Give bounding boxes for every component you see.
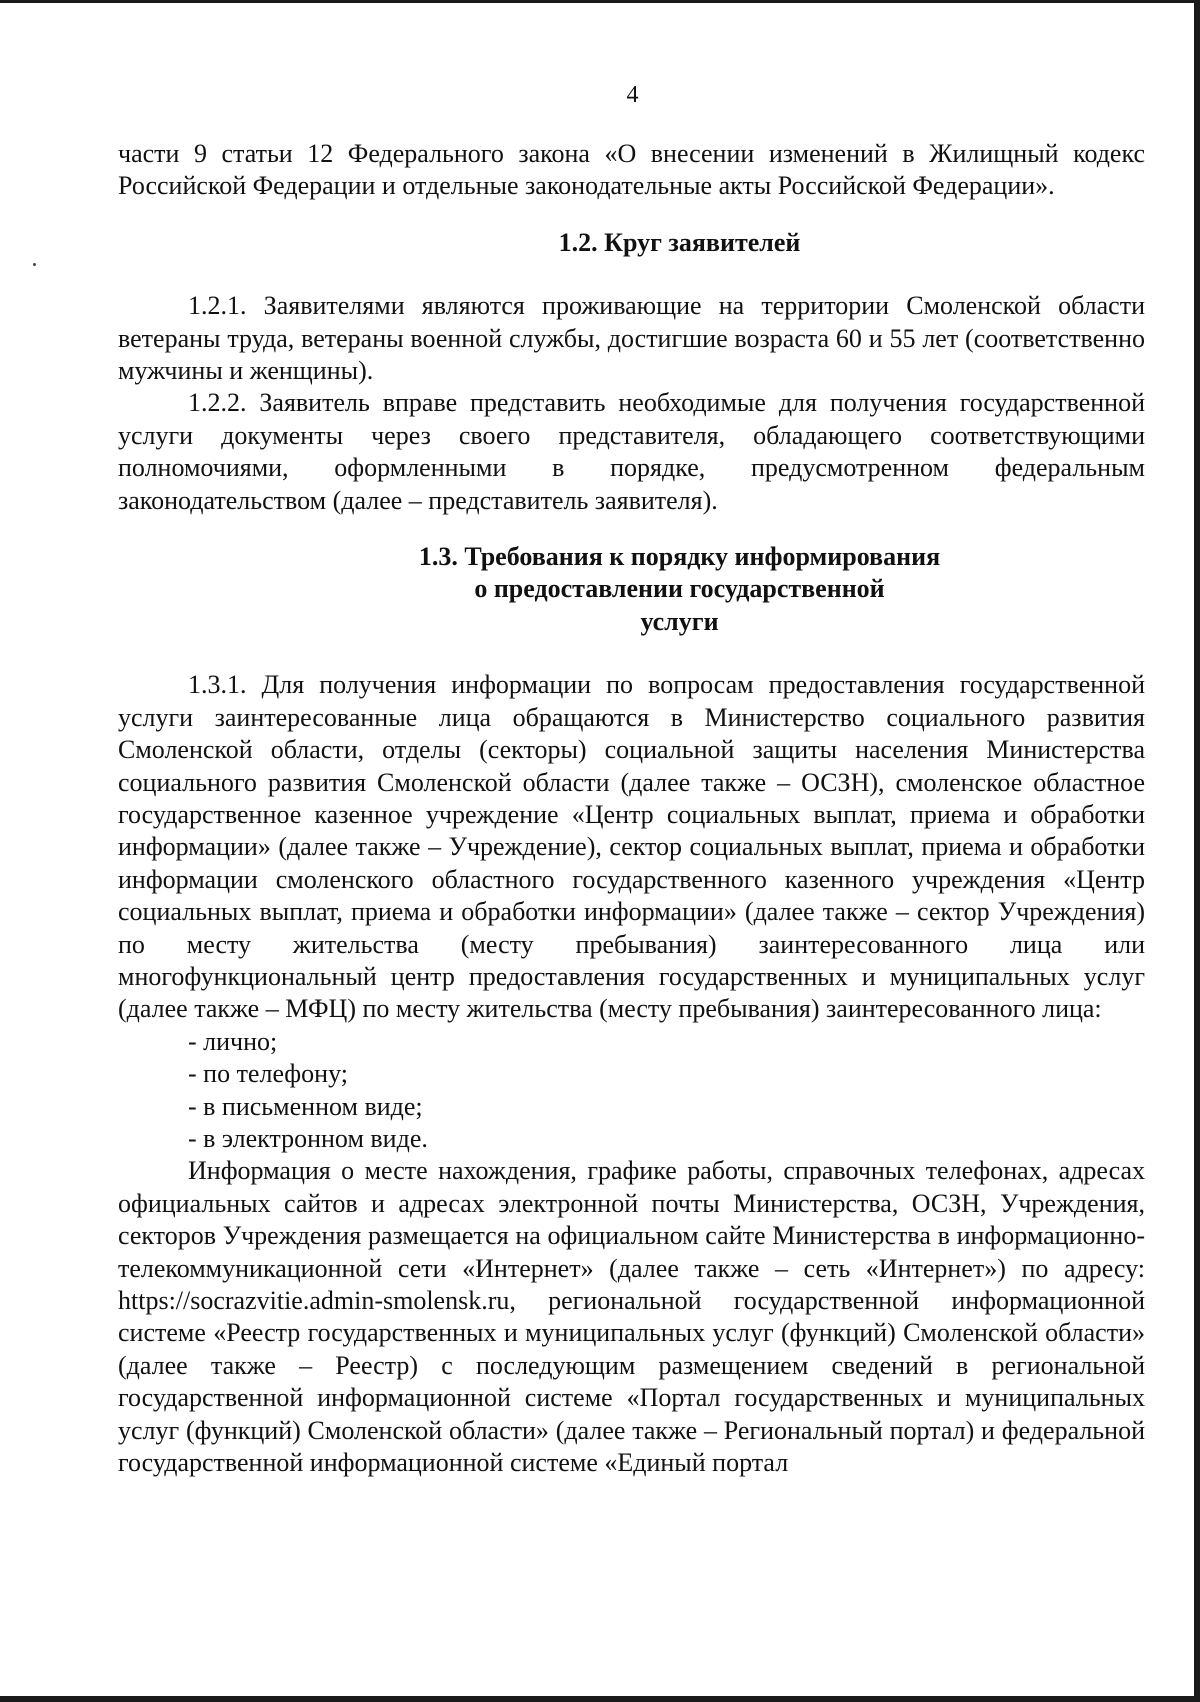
scan-edge-top: [0, 0, 1200, 3]
section-heading-1-2: 1.2. Круг заявителей: [558, 227, 801, 257]
scan-speck: [33, 263, 36, 266]
section-heading-1-3-line-1: 1.3. Требования к порядку информирования: [418, 542, 941, 572]
scan-edge-bottom: [0, 1696, 1200, 1702]
paragraph-1-2-2: 1.2.2. Заявитель вправе представить необходимые для получения государственной услуги документы через своего представителя, обладающего соответствующими полномочиями, оформленными в порядке, предусмотренном федеральным законодательством (далее – представитель заявителя).: [118, 388, 1145, 515]
paragraph-1-2-1: 1.2.1. Заявителями являются проживающие на территории Смоленской области ветераны труда, ветераны военной службы, достигшие возраста 60 и 55 лет (соответственно мужчины и женщины).: [118, 291, 1145, 386]
section-heading-1-3-line-2: о предоставлении государственной: [474, 574, 885, 604]
document-body: [118, 138, 1145, 1479]
contact-method-item: - в письменном виде;: [188, 1091, 423, 1121]
paragraph-information-location: Информация о месте нахождения, графике работы, справочных телефонах, адресах официальных сайтов и адресах электронной почты Министерства, ОСЗН, Учреждения, секторов Учреждения размещается на официальном сайте Министерства в информационно-телекоммуникационной сети «Интернет» (далее также – сеть «Интернет») по адресу: https://socrazvitie.admin-smolensk.ru, региональной государственной информационной системе «Реестр государственных и муниципальных услуг (функций) Смоленской области» (далее также – Реестр) с последующим размещением сведений в региональной государственной информационной системе «Портал государственных и муниципальных услуг (функций) Смоленской области» (далее также – Региональный портал) и федеральной государственной информационной системе «Единый портал: [118, 1156, 1145, 1478]
section-heading-1-3-line-3: услуги: [640, 606, 719, 636]
page-number: 4: [626, 82, 639, 108]
contact-method-item: - в электронном виде.: [188, 1123, 428, 1153]
paragraph-1-3-1: 1.3.1. Для получения информации по вопросам предоставления государственной услуги заинтересованные лица обращаются в Министерство социального развития Смоленской области, отделы (секторы) социальной защиты населения Министерства социального развития Смоленской области (далее также – ОСЗН), смоленское областное государственное казенное учреждение «Центр социальных выплат, приема и обработки информации» (далее также – Учреждение), сектор социальных выплат, приема и обработки информации смоленского областного государственного казенного учреждения «Центр социальных выплат, приема и обработки информации» (далее также – сектор Учреждения) по месту жительства (месту пребывания) заинтересованного лица или многофункциональный центр предоставления государственных и муниципальных услуг (далее также – МФЦ) по месту жительства (месту пребывания) заинтересованного лица:: [118, 670, 1145, 1024]
contact-method-item: - по телефону;: [188, 1059, 348, 1089]
section-heading-1-3: [118, 541, 1145, 638]
paragraph-continuation: части 9 статьи 12 Федерального закона «О внесении изменений в Жилищный кодекс Российской Федерации и отдельные законодательные акты Российской Федерации».: [118, 139, 1145, 201]
contact-method-item: - лично;: [188, 1026, 278, 1056]
scan-edge-right: [1194, 0, 1200, 1702]
